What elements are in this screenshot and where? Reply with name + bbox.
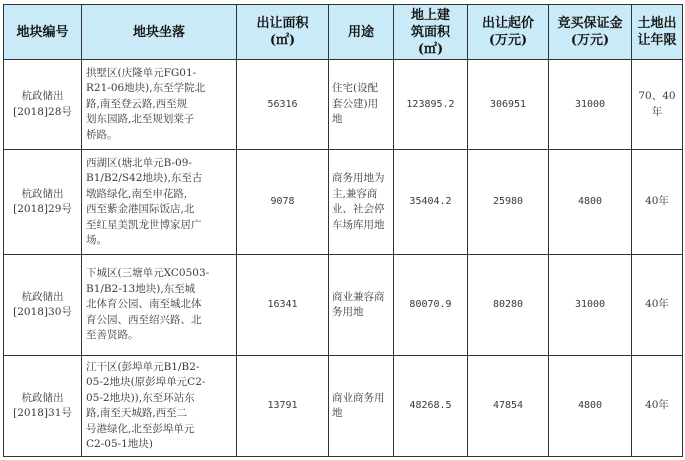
table-row — [4, 60, 683, 150]
cell-deposit: 31000 — [549, 255, 632, 356]
location-text: 拱墅区(庆隆单元FG01- R21-06地块),东至学院北 路,南至登云路,西至规 划东园路,北至规划棠子 桥路。 — [86, 66, 206, 141]
header-floor-area — [394, 5, 468, 60]
cell-parcel-no — [4, 150, 82, 255]
cell-start-price: 47854 — [468, 356, 549, 457]
header-area-label: 出让面积 — [256, 16, 309, 31]
cell-term: 70、40年 — [632, 60, 683, 150]
cell-term: 40年 — [632, 356, 683, 457]
cell-parcel-no — [4, 255, 82, 356]
header-term-label: 土地出 让年限 — [637, 16, 677, 48]
cell-use — [329, 150, 394, 255]
header-deposit-label: 竞买保证金 (万元) — [557, 16, 623, 48]
table-row — [4, 255, 683, 356]
table-row — [4, 150, 683, 255]
location-text: 西湖区(塘北单元B-09- B1/B2/S42地块),东至古 墩路绿化,南至申花路, 西至紫金港国际饭店,北 至红星美凯龙世博家居广 场。 — [86, 156, 203, 246]
header-start-price-label: 出让起价 (万元) — [481, 16, 534, 48]
cell-deposit: 4800 — [549, 356, 632, 457]
land-parcel-table — [3, 4, 683, 457]
cell-start-price: 25980 — [468, 150, 549, 255]
cell-floor-area: 80070.9 — [394, 255, 468, 356]
cell-area: 56316 — [237, 60, 329, 150]
cell-use — [329, 356, 394, 457]
parcel-no-text: 杭政储出 [2018]28号 — [13, 90, 72, 118]
table-row — [4, 356, 683, 457]
table-header-row — [4, 5, 683, 60]
cell-use — [329, 60, 394, 150]
header-floor-area-label: 地上建 筑面积 (㎡) — [410, 7, 450, 57]
cell-start-price: 80280 — [468, 255, 549, 356]
use-text: 住宅(设配 套公建)用 地 — [332, 82, 379, 126]
cell-area: 9078 — [237, 150, 329, 255]
header-area — [237, 5, 329, 60]
cell-location — [82, 255, 237, 356]
header-parcel-no: 地块编号 — [4, 5, 82, 60]
cell-location — [82, 60, 237, 150]
cell-area: 13791 — [237, 356, 329, 457]
header-deposit — [549, 5, 632, 60]
use-text: 商业兼容商 务用地 — [332, 290, 385, 318]
cell-deposit: 31000 — [549, 60, 632, 150]
cell-location — [82, 356, 237, 457]
header-use: 用途 — [329, 5, 394, 60]
use-text: 商业商务用 地 — [332, 391, 385, 419]
header-term — [632, 5, 683, 60]
parcel-no-text: 杭政储出 [2018]31号 — [13, 391, 72, 419]
parcel-no-text: 杭政储出 [2018]29号 — [13, 187, 72, 215]
cell-term: 40年 — [632, 255, 683, 356]
cell-deposit: 4800 — [549, 150, 632, 255]
parcel-no-text: 杭政储出 [2018]30号 — [13, 290, 72, 318]
use-text: 商务用地为 主,兼容商 业、社会停 车场库用地 — [332, 172, 385, 231]
location-text: 下城区(三塘单元XC0503- B1/B2-13地块),东至城 北体育公园、南至城北体 育公园、西至绍兴路、北 至善贤路。 — [86, 267, 210, 342]
location-text: 江干区(彭埠单元B1/B2- 05-2地块(原彭埠单元C2- 05-2地块)),东至环站东 路,南至天城路,西至二 号港绿化,北至彭埠单元 C2-05-1地块) — [86, 360, 206, 450]
cell-start-price: 306951 — [468, 60, 549, 150]
cell-floor-area: 48268.5 — [394, 356, 468, 457]
header-start-price — [468, 5, 549, 60]
cell-floor-area: 35404.2 — [394, 150, 468, 255]
header-area-unit: (㎡) — [269, 33, 296, 48]
cell-parcel-no — [4, 356, 82, 457]
cell-term: 40年 — [632, 150, 683, 255]
header-location: 地块坐落 — [82, 5, 237, 60]
cell-location — [82, 150, 237, 255]
cell-floor-area: 123895.2 — [394, 60, 468, 150]
cell-parcel-no — [4, 60, 82, 150]
cell-use — [329, 255, 394, 356]
cell-area: 16341 — [237, 255, 329, 356]
